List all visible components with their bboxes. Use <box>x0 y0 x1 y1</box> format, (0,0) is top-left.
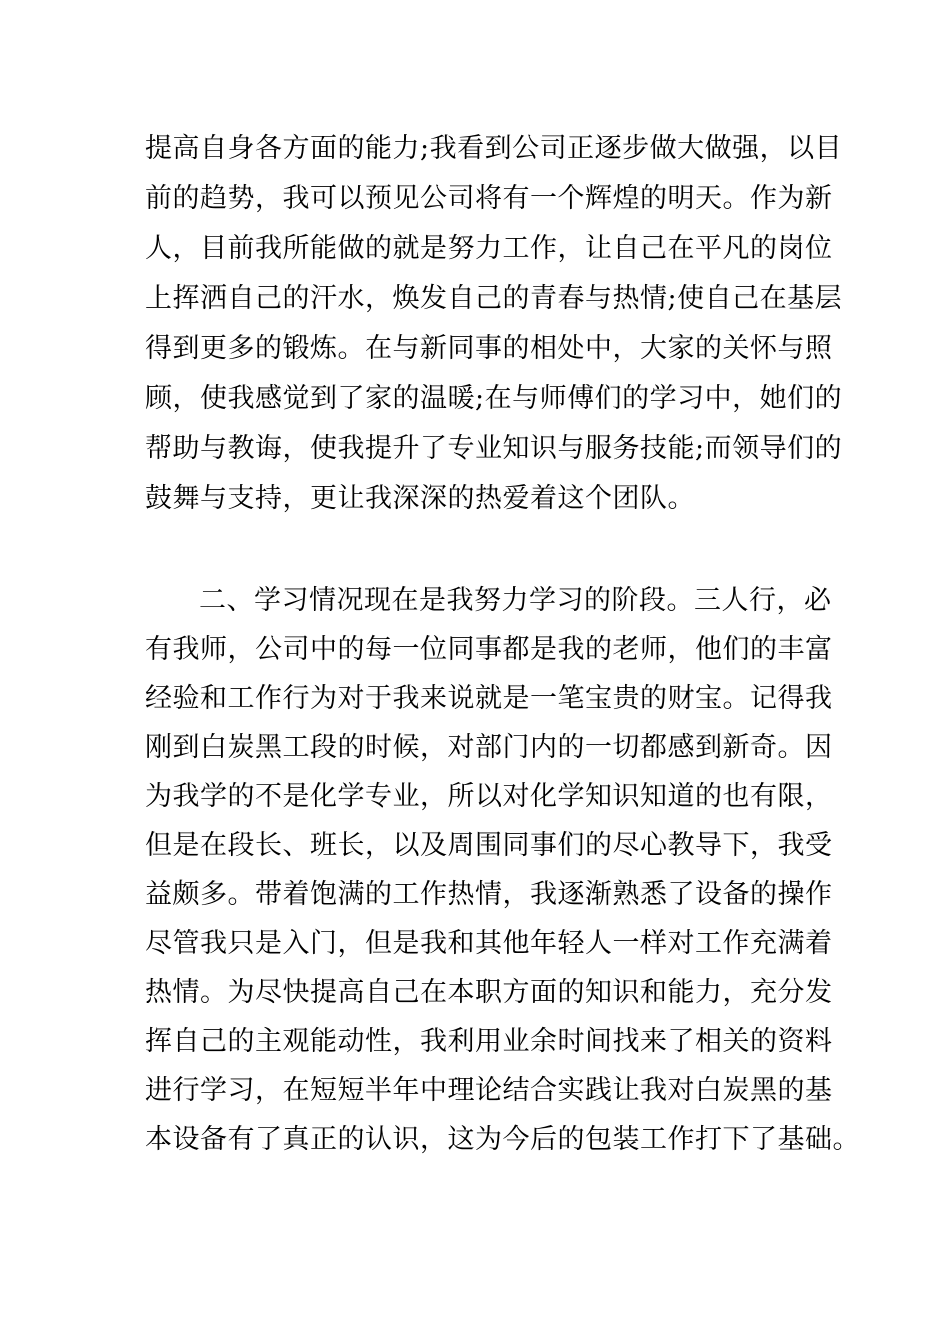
text-line: 挥自己的主观能动性，我利用业余时间找来了相关的资料 <box>145 1026 833 1057</box>
text-line: 有我师，公司中的每一位同事都是我的老师，他们的丰富 <box>145 634 833 665</box>
text-line: 人，目前我所能做的就是努力工作，让自己在平凡的岗位 <box>145 233 833 264</box>
text-line: 本设备有了真正的认识，这为今后的包装工作打下了基础。 <box>145 1124 860 1155</box>
text-line: 为我学的不是化学专业，所以对化学知识知道的也有限， <box>145 781 833 812</box>
text-line: 益颇多。带着饱满的工作热情，我逐渐熟悉了设备的操作 <box>145 879 833 910</box>
text-line: 经验和工作行为对于我来说就是一笔宝贵的财宝。记得我 <box>145 683 833 714</box>
text-line: 帮助与教诲，使我提升了专业知识与服务技能;而领导们的 <box>145 433 843 464</box>
text-line: 顾，使我感觉到了家的温暖;在与师傅们的学习中，她们的 <box>145 383 843 414</box>
text-line: 但是在段长、班长，以及周围同事们的尽心教导下，我受 <box>145 830 833 861</box>
text-line: 提高自身各方面的能力;我看到公司正逐步做大做强，以目 <box>145 133 843 164</box>
text-line: 热情。为尽快提高自己在本职方面的知识和能力，充分发 <box>145 977 833 1008</box>
text-line: 上挥洒自己的汗水，焕发自己的青春与热情;使自己在基层 <box>145 283 843 314</box>
text-line: 进行学习，在短短半年中理论结合实践让我对白炭黑的基 <box>145 1075 833 1106</box>
text-line: 鼓舞与支持，更让我深深的热爱着这个团队。 <box>145 483 695 514</box>
text-line: 前的趋势，我可以预见公司将有一个辉煌的明天。作为新 <box>145 183 833 214</box>
text-line: 刚到白炭黑工段的时候，对部门内的一切都感到新奇。因 <box>145 732 833 763</box>
text-line: 尽管我只是入门，但是我和其他年轻人一样对工作充满着 <box>145 928 833 959</box>
text-line: 二、学习情况现在是我努力学习的阶段。三人行，必 <box>199 585 832 616</box>
text-line: 得到更多的锻炼。在与新同事的相处中，大家的关怀与照 <box>145 333 833 364</box>
